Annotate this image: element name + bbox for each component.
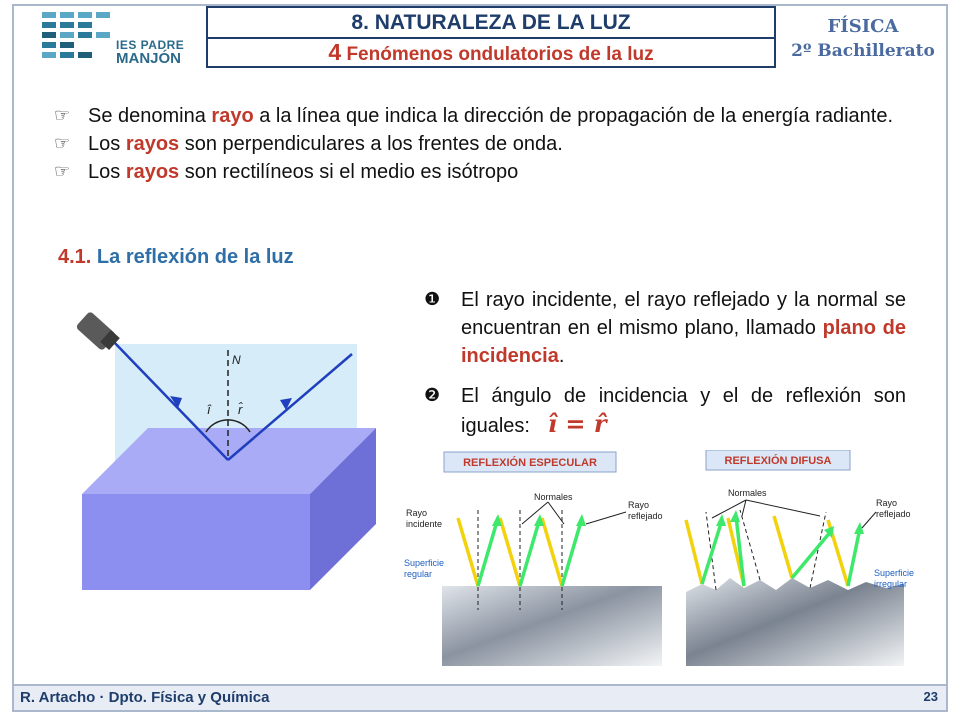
bullet-keyword: rayos: [125, 133, 180, 155]
diffuse-title: REFLEXIÓN DIFUSA: [724, 455, 832, 467]
bullet-item: [54, 130, 906, 158]
incident-label-2: incidente: [406, 519, 443, 529]
logo-line2: MANJÓN: [116, 50, 182, 67]
reflection-diagram: [60, 312, 380, 594]
flashlight-icon: [75, 312, 120, 351]
reflection-angle-label: r̂: [238, 402, 243, 417]
bullet-keyword: rayo: [211, 105, 254, 127]
reflected-label-1: Rayo: [628, 500, 650, 510]
pointer-line: [746, 500, 820, 516]
specular-title: REFLEXIÓN ESPECULAR: [463, 457, 597, 469]
bullet-text: son perpendiculares a los frentes de onda.: [179, 133, 563, 155]
law-point-2: [424, 382, 906, 440]
bullet-keyword: rayos: [125, 161, 180, 183]
bullet-text: a la línea que indica la dirección de propagación de la energía radiante.: [253, 105, 894, 127]
bullet-item: [54, 102, 906, 130]
pointer-line: [586, 512, 626, 524]
surface-label-1: Superficie: [874, 568, 915, 578]
bullet-item: [54, 158, 906, 186]
pointing-hand-icon: ☞: [54, 133, 71, 154]
surface-label-2: irregular: [874, 579, 908, 589]
pointer-line: [712, 500, 746, 518]
bullet-text: Los: [88, 133, 126, 155]
surface-label-2: regular: [404, 569, 433, 579]
block-front: [82, 494, 310, 590]
bullet-text: son rectilíneos si el medio es isótropo: [179, 161, 519, 183]
bullet-text: Los: [88, 161, 126, 183]
logo-grid-icon: [40, 10, 112, 68]
subsection-title: La reflexión de la luz: [96, 246, 294, 268]
reflected-label-2: reflejado: [876, 509, 911, 519]
footer-bar: [14, 684, 946, 710]
course-name: 2º Bachillerato: [791, 41, 935, 61]
surface-label-1: Superficie: [404, 558, 445, 568]
logo-line1: IES PADRE: [116, 38, 185, 52]
subject-name: FÍSICA: [827, 16, 899, 37]
incident-rays: [686, 516, 848, 586]
reflected-label-2: reflejado: [628, 511, 663, 521]
angle-equation: î = r̂: [547, 409, 607, 438]
school-logo: [40, 10, 200, 68]
law-text-part: .: [558, 345, 565, 367]
unit-title: 8. NATURALEZA DE LA LUZ: [208, 8, 774, 39]
regular-surface: [442, 586, 662, 666]
incident-label-1: Rayo: [406, 508, 428, 518]
logo-text: [116, 38, 184, 66]
page-number: 23: [923, 689, 938, 704]
diffuse-reflection-figure: [672, 450, 932, 670]
reflected-label-1: Rayo: [876, 498, 898, 508]
irregular-surface: [686, 578, 904, 666]
incident-rays: [458, 518, 562, 586]
law-text-part: El ángulo de incidencia y el de reflexión son iguales:: [461, 385, 906, 437]
section-number: 4: [328, 39, 342, 65]
number-two-icon: ❷: [424, 385, 441, 406]
number-one-icon: ❶: [424, 289, 441, 310]
arrow-icons: [492, 514, 586, 526]
law-point-1: [424, 286, 906, 370]
law-text: [424, 286, 906, 370]
author-credit: R. Artacho · Dpto. Física y Química: [20, 689, 270, 706]
section-title: [208, 39, 774, 68]
subsection-heading: [58, 246, 294, 269]
incidence-angle-label: î: [207, 402, 211, 417]
law-keyword: plano de incidencia: [461, 317, 906, 367]
law-text-part: El rayo incidente, el rayo reflejado y la normal se encuentran en el mismo plano, llamado: [461, 289, 906, 339]
normal-label: N: [232, 353, 241, 367]
pointer-line: [742, 500, 746, 516]
title-box: [206, 6, 776, 68]
normals-label: Normales: [728, 488, 767, 498]
reflected-rays: [478, 518, 582, 586]
section-name: Fenómenos ondulatorios de la luz: [346, 44, 654, 65]
normals-label: Normales: [534, 492, 573, 502]
pointing-hand-icon: ☞: [54, 161, 71, 182]
pointing-hand-icon: ☞: [54, 105, 71, 126]
law-text: [424, 382, 906, 440]
subject-badge: [780, 8, 946, 70]
definition-list: [54, 102, 906, 186]
specular-reflection-figure: [398, 450, 668, 670]
bullet-text: Se denomina: [88, 105, 212, 127]
subsection-number: 4.1.: [58, 246, 92, 268]
pointer-line: [862, 512, 876, 528]
